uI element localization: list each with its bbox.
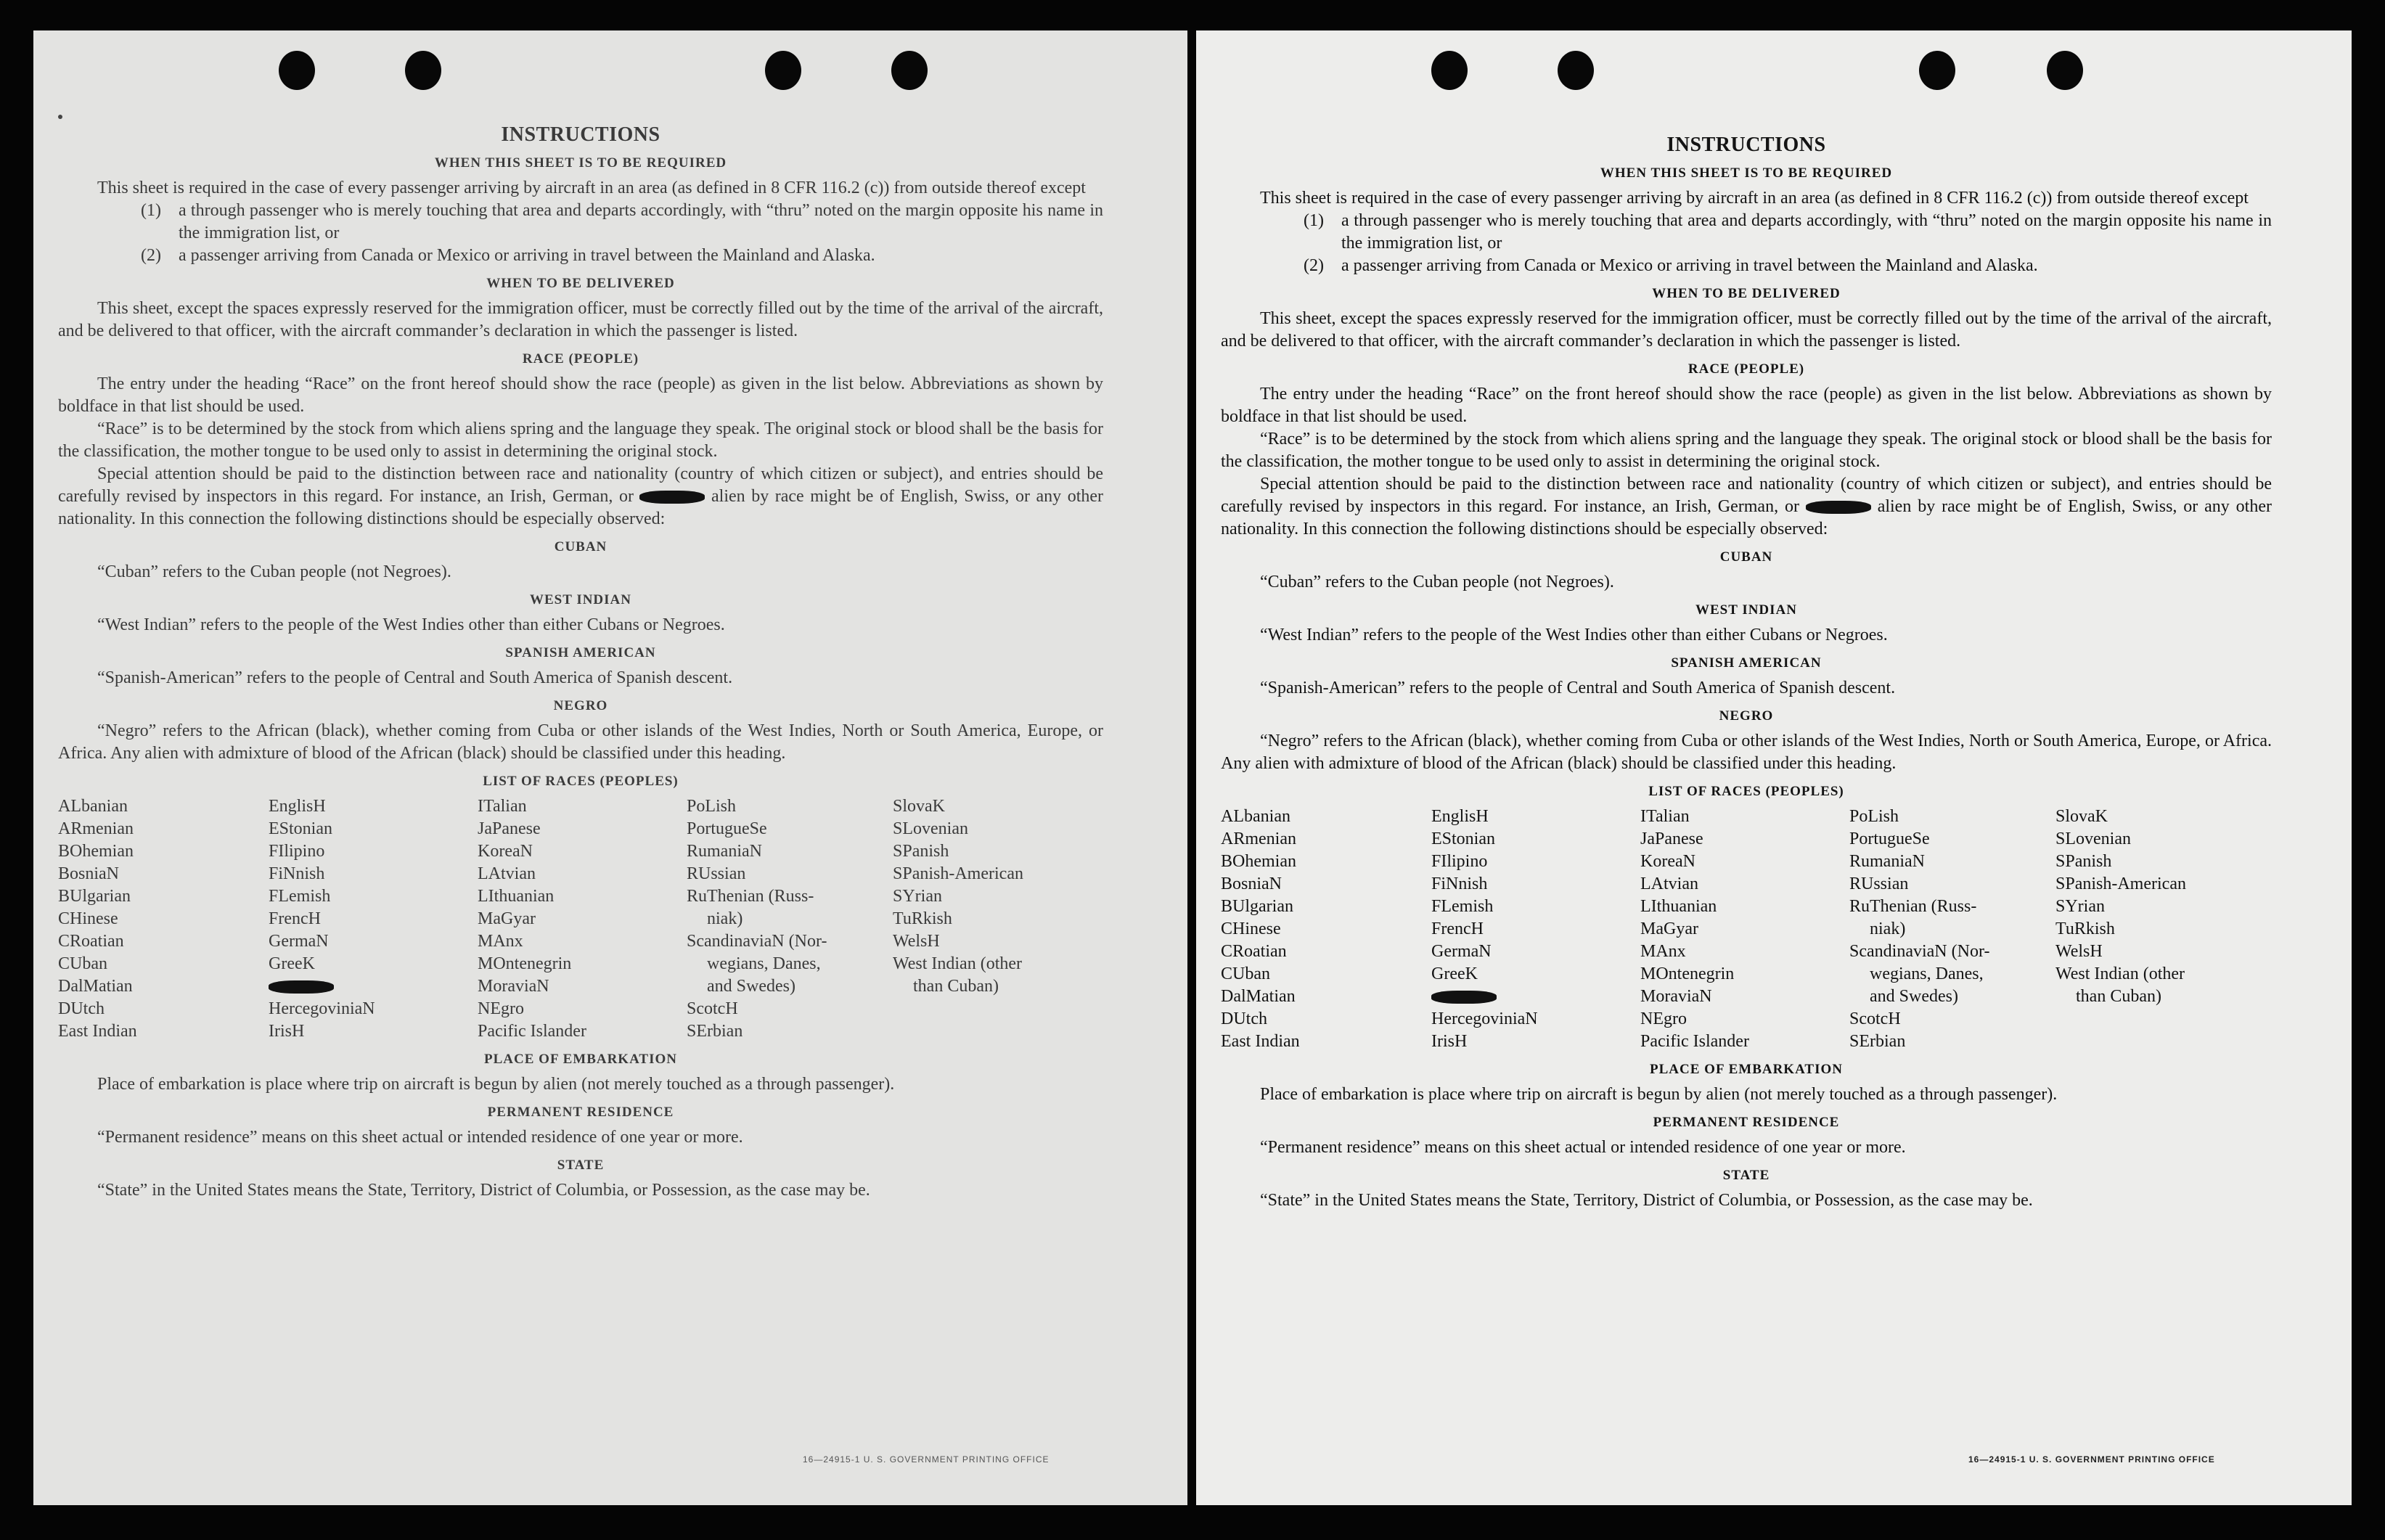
race-entry: DalMatian: [58, 977, 133, 996]
race-entry: BosniaN: [1221, 875, 1282, 893]
paragraph-negro: “Negro” refers to the African (black), whether coming from Cuba or other islands of the West Indies, North or South America, Europe, or Africa. Any alien with admixture of blood of the African (black) should be classified under this heading.: [1221, 732, 2272, 773]
race-entry-redacted: [1431, 986, 1640, 1008]
paragraph-race-2: “Race” is to be determined by the stock from which aliens spring and the language they speak. The original stock or blood shall be the basis for the classification, the mother tongue to be used only to assist in determining the original stock.: [58, 419, 1103, 461]
race-entry: SPanish-American: [893, 864, 1023, 883]
paragraph-west-indian: “West Indian” refers to the people of the West Indies other than either Cubans or Negroes.: [1260, 626, 1888, 644]
paragraph-delivered: This sheet, except the spaces expressly reserved for the immigration officer, must be correctly filled out by the time of the arrival of the aircraft, and be delivered to that officer, with the aircraft commander’s declaration in which the passenger is listed.: [1221, 309, 2272, 351]
race-entry: FIlipino: [269, 842, 325, 861]
paragraph-residence: “Permanent residence” means on this sheet actual or intended residence of one year or more.: [97, 1128, 743, 1147]
list-item: [1304, 255, 2272, 277]
race-entry: LAtvian: [1640, 875, 1698, 893]
race-entry: FiNnish: [1431, 875, 1488, 893]
race-entry: GreeK: [1431, 964, 1478, 983]
race-entry: WelsH: [2055, 942, 2103, 961]
race-entry: ScandinaviaN (Nor-: [687, 932, 827, 951]
race-entry: MaGyar: [1640, 920, 1698, 938]
paragraph-race-3-part-b: alien by race might be of English, Swiss, or any other nationality. In this connection the following distinctions should be especially observed:: [58, 487, 1104, 528]
item-number: (2): [141, 246, 161, 265]
race-entry: RUssian: [687, 864, 746, 883]
race-entry: ScotcH: [1849, 1009, 1901, 1028]
race-entry: SlovaK: [2055, 807, 2108, 826]
race-entry: wegians, Danes,: [1870, 964, 1984, 983]
paragraph-race-3: [1221, 473, 2272, 541]
race-entry: Pacific Islander: [478, 1022, 586, 1041]
printing-office-note: 16—24915-1 U. S. GOVERNMENT PRINTING OFFICE: [803, 1454, 1050, 1465]
redaction-mark: [1806, 501, 1871, 514]
race-entry: PortugueSe: [687, 819, 767, 838]
race-entry: RuThenian (Russ-: [687, 887, 814, 906]
race-entry: ARmenian: [1221, 830, 1296, 848]
race-entry: MOntenegrin: [1640, 964, 1735, 983]
race-entry: ITalian: [478, 797, 527, 816]
race-entry: PoLish: [687, 797, 737, 816]
race-entry: ALbanian: [1221, 807, 1290, 826]
heading-cuban: CUBAN: [554, 539, 608, 554]
race-entry: EnglisH: [269, 797, 326, 816]
document-page-right: [1196, 30, 2352, 1505]
race-entry: FrencH: [269, 909, 321, 928]
punch-hole: [765, 51, 801, 90]
race-entry: West Indian (other: [893, 954, 1023, 973]
race-entry: BOhemian: [1221, 852, 1296, 871]
paragraph-cuban: “Cuban” refers to the Cuban people (not Negroes).: [97, 562, 451, 581]
heading-spanish-american: SPANISH AMERICAN: [1671, 655, 1822, 671]
race-entry: GreeK: [269, 954, 315, 973]
race-entry: SErbian: [687, 1022, 743, 1041]
race-entry: SPanish: [2055, 852, 2112, 871]
race-entry: MoraviaN: [478, 977, 549, 996]
paragraph-state: “State” in the United States means the State, Territory, District of Columbia, or Possession, as the case may be.: [1260, 1191, 2033, 1210]
race-entry: MOntenegrin: [478, 954, 572, 973]
heading-race: RACE (PEOPLE): [1688, 361, 1805, 377]
printing-office-note: 16—24915-1 U. S. GOVERNMENT PRINTING OFFICE: [1968, 1454, 2215, 1465]
instructions-body: [1221, 134, 2272, 1212]
paragraph-race-2: “Race” is to be determined by the stock from which aliens spring and the language they speak. The original stock or blood shall be the basis for the classification, the mother tongue to be used only to assist in determining the original stock.: [1221, 430, 2272, 471]
race-entry: GermaN: [269, 932, 329, 951]
item-text: a passenger arriving from Canada or Mexico or arriving in travel between the Mainland and Alaska.: [1341, 256, 2038, 275]
heading-delivered: WHEN TO BE DELIVERED: [486, 276, 675, 291]
heading-west-indian: WEST INDIAN: [530, 592, 631, 607]
race-entry: MoraviaN: [1640, 987, 1712, 1006]
race-entry: East Indian: [58, 1022, 137, 1041]
punch-hole: [891, 51, 928, 90]
race-entry: BOhemian: [58, 842, 134, 861]
race-entry: FiNnish: [269, 864, 325, 883]
race-entry: NEgro: [1640, 1009, 1687, 1028]
punch-hole: [1919, 51, 1955, 90]
races-column: [2055, 806, 2266, 1053]
redaction-mark: [1431, 991, 1497, 1004]
paragraph-race-1: The entry under the heading “Race” on the front hereof should show the race (people) as given in the list below. Abbreviations as shown by boldface in that list should be used.: [58, 374, 1103, 416]
heading-state: STATE: [557, 1158, 605, 1173]
race-entry: MaGyar: [478, 909, 536, 928]
races-column: [269, 795, 478, 1043]
paragraph-cuban: “Cuban” refers to the Cuban people (not Negroes).: [1260, 573, 1614, 591]
race-entry: ALbanian: [58, 797, 128, 816]
race-entry: WelsH: [893, 932, 940, 951]
race-entry: GermaN: [1431, 942, 1492, 961]
redaction-mark: [269, 980, 334, 994]
race-entry: DUtch: [58, 999, 105, 1018]
race-entry: niak): [707, 909, 743, 928]
race-entry: and Swedes): [1870, 987, 1958, 1006]
race-entry: EStonian: [269, 819, 332, 838]
race-entry: ScotcH: [687, 999, 738, 1018]
race-entry: LAtvian: [478, 864, 536, 883]
races-column: [1431, 806, 1640, 1053]
race-entry: CHinese: [1221, 920, 1281, 938]
heading-race: RACE (PEOPLE): [522, 351, 639, 366]
race-entry: RUssian: [1849, 875, 1909, 893]
punch-hole: [1431, 51, 1468, 90]
race-entry: MAnx: [1640, 942, 1686, 961]
race-entry: West Indian (other: [2055, 964, 2185, 983]
race-entry: CUban: [58, 954, 107, 973]
punch-hole: [279, 51, 315, 90]
race-entry: JaPanese: [478, 819, 541, 838]
race-entry: RumaniaN: [1849, 852, 1925, 871]
race-entry: EStonian: [1431, 830, 1495, 848]
paragraph-embarkation: Place of embarkation is place where trip on aircraft is begun by alien (not merely touched as a through passenger).: [1260, 1085, 2058, 1104]
heading-negro: NEGRO: [553, 698, 608, 713]
race-entry: SYrian: [2055, 897, 2105, 916]
race-entry: HercegoviniaN: [269, 999, 375, 1018]
heading-embarkation: PLACE OF EMBARKATION: [484, 1052, 677, 1067]
paragraph-embarkation: Place of embarkation is place where trip on aircraft is begun by alien (not merely touched as a through passenger).: [97, 1075, 895, 1094]
race-entry: CRoatian: [58, 932, 124, 951]
heading-required: WHEN THIS SHEET IS TO BE REQUIRED: [1600, 165, 1893, 181]
race-entry: FrencH: [1431, 920, 1484, 938]
race-entry: CHinese: [58, 909, 118, 928]
race-entry: DalMatian: [1221, 987, 1296, 1006]
item-text: a through passenger who is merely touching that area and departs accordingly, with “thru” noted on the margin opposite his name in the immigration list, or: [179, 201, 1103, 242]
race-entry: SPanish: [893, 842, 949, 861]
paragraph-state: “State” in the United States means the State, Territory, District of Columbia, or Possession, as the case may be.: [97, 1181, 870, 1200]
race-entry: wegians, Danes,: [707, 954, 821, 973]
paragraph-required: This sheet is required in the case of every passenger arriving by aircraft in an area (as defined in 8 CFR 116.2 (c)) from outside thereof except: [1260, 189, 2249, 208]
race-entry: SPanish-American: [2055, 875, 2186, 893]
race-entry: KoreaN: [1640, 852, 1695, 871]
race-entry: than Cuban): [2076, 987, 2161, 1006]
race-entry: SYrian: [893, 887, 942, 906]
heading-required: WHEN THIS SHEET IS TO BE REQUIRED: [434, 155, 727, 171]
race-entry: Pacific Islander: [1640, 1032, 1749, 1051]
race-entry: PortugueSe: [1849, 830, 1930, 848]
race-entry: LIthuanian: [1640, 897, 1717, 916]
heading-embarkation: PLACE OF EMBARKATION: [1650, 1062, 1843, 1077]
heading-spanish-american: SPANISH AMERICAN: [505, 645, 656, 660]
race-entry: FLemish: [1431, 897, 1494, 916]
paragraph-spanish-american: “Spanish-American” refers to the people of Central and South America of Spanish descent.: [1260, 679, 1896, 697]
paragraph-race-3-part-a: Special attention should be paid to the distinction between race and nationality (country of which citizen or subject), and entries should be carefully revised by inspectors in this regard. For instance, an Irish, German, or: [58, 464, 1103, 506]
race-entry: SlovaK: [893, 797, 945, 816]
heading-state: STATE: [1722, 1168, 1770, 1183]
page-title: INSTRUCTIONS: [1666, 134, 1826, 156]
race-entry: BosniaN: [58, 864, 119, 883]
race-entry: DUtch: [1221, 1009, 1267, 1028]
race-entry-redacted: [269, 975, 478, 998]
heading-list-of-races: LIST OF RACES (PEOPLES): [1648, 784, 1844, 799]
race-entry: RumaniaN: [687, 842, 762, 861]
race-entry: TuRkish: [2055, 920, 2115, 938]
race-entry: HercegoviniaN: [1431, 1009, 1538, 1028]
race-entry: SLovenian: [893, 819, 968, 838]
races-column: [58, 795, 269, 1043]
item-number: (2): [1304, 256, 1324, 275]
race-entry: BUlgarian: [1221, 897, 1293, 916]
race-entry: LIthuanian: [478, 887, 555, 906]
race-entry: CRoatian: [1221, 942, 1287, 961]
paragraph-race-3-part-b: alien by race might be of English, Swiss, or any other nationality. In this connection the following distinctions should be especially observed:: [1221, 497, 2272, 538]
race-entry: MAnx: [478, 932, 523, 951]
paragraph-negro: “Negro” refers to the African (black), whether coming from Cuba or other islands of the West Indies, North or South America, Europe, or Africa. Any alien with admixture of blood of the African (black) should be classified under this heading.: [58, 721, 1103, 763]
list-item: [141, 200, 1103, 245]
heading-delivered: WHEN TO BE DELIVERED: [1652, 286, 1841, 301]
item-text: a passenger arriving from Canada or Mexico or arriving in travel between the Mainland and Alaska.: [179, 246, 875, 265]
race-entry: EnglisH: [1431, 807, 1489, 826]
heading-residence: PERMANENT RESIDENCE: [1653, 1115, 1840, 1130]
race-entry: East Indian: [1221, 1032, 1300, 1051]
race-entry: and Swedes): [707, 977, 795, 996]
race-entry: ITalian: [1640, 807, 1690, 826]
paragraph-required: This sheet is required in the case of every passenger arriving by aircraft in an area (as defined in 8 CFR 116.2 (c)) from outside thereof except: [97, 179, 1086, 197]
speck: [58, 115, 62, 119]
races-column: [1849, 806, 2055, 1053]
instructions-body: [58, 123, 1103, 1202]
paragraph-race-3-part-a: Special attention should be paid to the distinction between race and nationality (country of which citizen or subject), and entries should be carefully revised by inspectors in this regard. For instance, an Irish, German, or: [1221, 475, 2272, 516]
punch-hole: [1558, 51, 1594, 90]
race-entry: SErbian: [1849, 1032, 1906, 1051]
races-column: [1640, 806, 1849, 1053]
heading-negro: NEGRO: [1719, 708, 1774, 724]
paragraph-spanish-american: “Spanish-American” refers to the people of Central and South America of Spanish descent.: [97, 668, 733, 687]
paragraph-delivered: This sheet, except the spaces expressly reserved for the immigration officer, must be correctly filled out by the time of the arrival of the aircraft, and be delivered to that officer, with the aircraft commander’s declaration in which the passenger is listed.: [58, 299, 1103, 340]
paragraph-west-indian: “West Indian” refers to the people of the West Indies other than either Cubans or Negroes.: [97, 615, 725, 634]
list-item: [141, 245, 1103, 267]
heading-list-of-races: LIST OF RACES (PEOPLES): [483, 774, 679, 789]
race-entry: JaPanese: [1640, 830, 1703, 848]
heading-residence: PERMANENT RESIDENCE: [487, 1105, 674, 1120]
races-column: [1221, 806, 1431, 1053]
race-entry: IrisH: [1431, 1032, 1468, 1051]
race-entry: SLovenian: [2055, 830, 2131, 848]
list-item: [1304, 210, 2272, 255]
race-entry: KoreaN: [478, 842, 533, 861]
race-entry: BUlgarian: [58, 887, 131, 906]
race-entry: FIlipino: [1431, 852, 1488, 871]
item-number: (1): [1304, 211, 1324, 230]
heading-west-indian: WEST INDIAN: [1695, 602, 1797, 618]
race-entry: NEgro: [478, 999, 524, 1018]
races-column: [478, 795, 687, 1043]
race-entry: TuRkish: [893, 909, 952, 928]
paragraph-race-1: The entry under the heading “Race” on the front hereof should show the race (people) as given in the list below. Abbreviations as shown by boldface in that list should be used.: [1221, 385, 2272, 426]
item-text: a through passenger who is merely touching that area and departs accordingly, with “thru” noted on the margin opposite his name in the immigration list, or: [1341, 211, 2272, 253]
race-entry: than Cuban): [913, 977, 999, 996]
paragraph-race-3: [58, 463, 1103, 531]
race-entry: RuThenian (Russ-: [1849, 897, 1977, 916]
races-column: [893, 795, 1103, 1043]
races-table: [58, 795, 1103, 1043]
races-table: [1221, 806, 2272, 1053]
races-column: [687, 795, 893, 1043]
paragraph-residence: “Permanent residence” means on this sheet actual or intended residence of one year or more.: [1260, 1138, 1906, 1157]
page-title: INSTRUCTIONS: [501, 123, 660, 146]
heading-cuban: CUBAN: [1719, 549, 1773, 565]
race-entry: ScandinaviaN (Nor-: [1849, 942, 1990, 961]
race-entry: FLemish: [269, 887, 331, 906]
race-entry: CUban: [1221, 964, 1270, 983]
punch-hole: [405, 51, 441, 90]
item-number: (1): [141, 201, 161, 220]
punch-hole: [2047, 51, 2083, 90]
race-entry: IrisH: [269, 1022, 305, 1041]
race-entry: niak): [1870, 920, 1906, 938]
race-entry: ARmenian: [58, 819, 134, 838]
redaction-mark: [639, 491, 705, 504]
race-entry: PoLish: [1849, 807, 1899, 826]
document-page-left: [33, 30, 1187, 1505]
